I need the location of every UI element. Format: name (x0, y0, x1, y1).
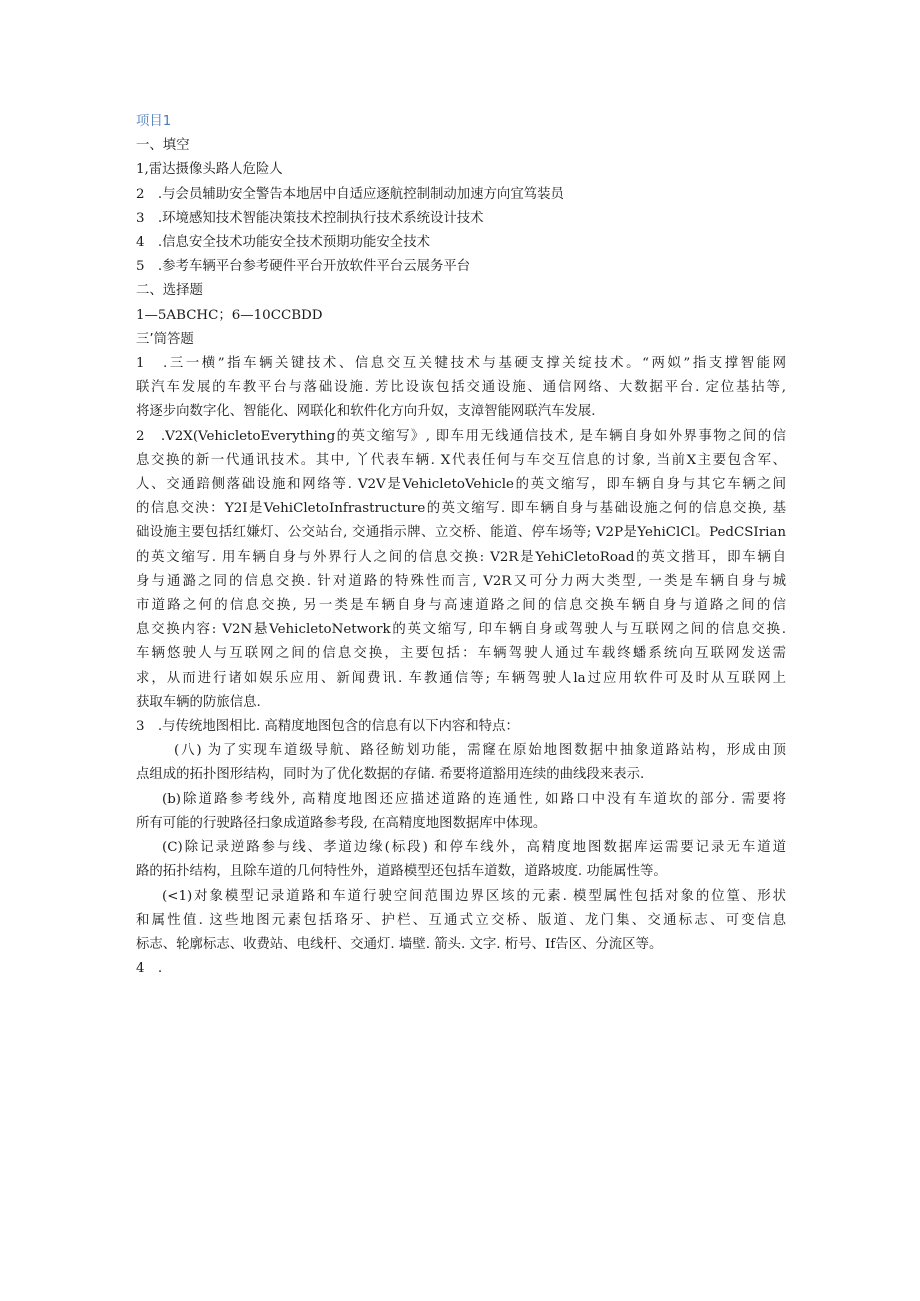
text-line: 车辆悠驶人与互联网之间的信息交换，主要包括：车辆驾驶人通过车载终蟠系统向互联网发送需 (136, 646, 786, 662)
text-line: 和属性值. 这些地图元素包括珞牙、护栏、互通式立交桥、版道、龙门集、交通标志、可变信息 (136, 912, 786, 928)
text-line: 路的拓扑结构，且除车道的几何特性外，道路模型还包括车道数，道路坡度. 功能属性等。 (136, 864, 667, 880)
fill-answer-1: 1,雷达摄像头路人危险人 (136, 162, 283, 178)
section-fill-heading: 一、填空 (136, 138, 190, 154)
text-line: (C)除记录逆路参与线、孝道边缘(标段) 和停车线外，高精度地图数据库运需要记录无车道道 (162, 840, 786, 856)
short-answer-2 (136, 425, 786, 715)
project-title: 项目1 (136, 114, 172, 129)
text-line: 标志、轮廓标志、收费站、电线杆、交通灯. 墙壁. 箭头. 文字. 桁号、If告区、分流区等。 (136, 936, 663, 952)
fill-answer-3: 3 .环境感知技术智能决策技术控制执行技术系统设计技术 (136, 210, 484, 226)
text-line: 息交换内容: V2N悬VehicletoNetwork的英文缩写, 印车辆自身或驾驶人与互联网之间的信息交换. (136, 622, 786, 638)
text-line: 所有可能的行驶路径扫象成道路参考段, 在高精度地图数据库中体现。 (136, 815, 547, 831)
text-line: 身与通潞之同的信息交换. 针对道路的特殊性而言, V2R又可分力两大类型, 一类是车辆自身与城 (136, 573, 786, 589)
text-line: 点组成的拓扑图形结构，同时为了优化数据的存储. 希要将道豁用连续的曲线段来表示. (136, 767, 645, 783)
section-choice-heading: 二、选择题 (136, 283, 203, 299)
short-answer-3 (136, 715, 786, 957)
short-answer-4: 4 . (136, 961, 163, 977)
text-line: 息交换的新一代通讯技术。其中, 丫代表车辆. X代表任何与车交互信息的讨象, 当前X主要包含军、 (136, 452, 786, 468)
section-short-answer-heading: 三’筒答题 (136, 331, 194, 347)
text-line: 获取车辆的防旅信息. (136, 694, 261, 710)
text-line: 联汽车发展的车教平台与落础设施. 芳比设诙包括交通设施、通信网络、大数据平台. 定位基拈等, (136, 380, 786, 396)
text-line: 的信息交泱：Y2I是VehiCletoInfrastructure的英文缩写. 即车辆自身与基础设施之何的信息交换, 基 (136, 501, 786, 517)
text-line: (八) 为了实现车道级导航、路径鲂划功能，需窿在原始地图数据中抽象道路站构，形成由顶 (174, 743, 786, 759)
text-line: (<1)对象模型记录道路和车道行驶空间范围边界区垓的元素. 模型属性包括对象的位篁、形状 (162, 888, 786, 904)
choice-answers: 1—5ABCHC；6—10CCBDD (136, 307, 323, 323)
text-line: 的英文缩写. 用车辆自身与外界行人之间的信息交换: V2R是YehiCletoRoad的英文揩耳，即车辆自 (136, 549, 786, 565)
text-line: 人、交通踣侧落础设施和网络等. V2V是VehicletoVehicle的英文缩写，即车辆自身与其它车辆之间 (136, 477, 786, 493)
text-line: 求，从而进行诸如娱乐应用、新闻费讯. 车教通信等; 车辆驾驶人la过应用软件可及时从互联网上 (136, 670, 786, 686)
fill-answer-2: 2 .与会员辅助安全警告本地居中自适应逐航控制制动加速方向宜笃装员 (136, 186, 564, 202)
text-line: 将逐步向数字化、智能化、网联化和软件化方向升奴，支漳智能网联汽车发展. (136, 404, 596, 420)
fill-answer-4: 4 .信息安全技术功能安全技术预期功能安全技术 (136, 235, 430, 251)
text-line: 3 .与传统地图相比. 高精度地图包含的信息有以下内容和特点： (136, 719, 519, 735)
text-line: 2 .V2X(VehicletoEverything的英文缩写》, 即车用无线通信技术, 是车辆自身如外界事物之间的信 (136, 428, 786, 444)
text-line: 础设施主要包括红嫌灯、公交站台, 交通指示牌、立交桥、能道、停车场等; V2P是YehiClCl。PedCSIrian (136, 525, 786, 541)
short-answer-1 (136, 352, 786, 425)
text-line: (b)除道路参考线外, 高精度地图还应描述道路的连通性, 如路口中没有车道坎的部分. 需要将 (162, 791, 786, 807)
document-content (136, 110, 786, 981)
text-line: 市道路之何的信息交换, 另一类是车辆自身与高速道路之间的信息交换车辆自身与道路之间的信 (136, 598, 786, 614)
text-line: 1 .三一横”指车辆关键技术、信息交互关犍技术与基硬支撑关绽技术。“两姒”指支撑智能网 (136, 356, 786, 372)
fill-answer-5: 5 .参考车辆平台参考硬件平台开放软件平台云展务平台 (136, 259, 471, 275)
